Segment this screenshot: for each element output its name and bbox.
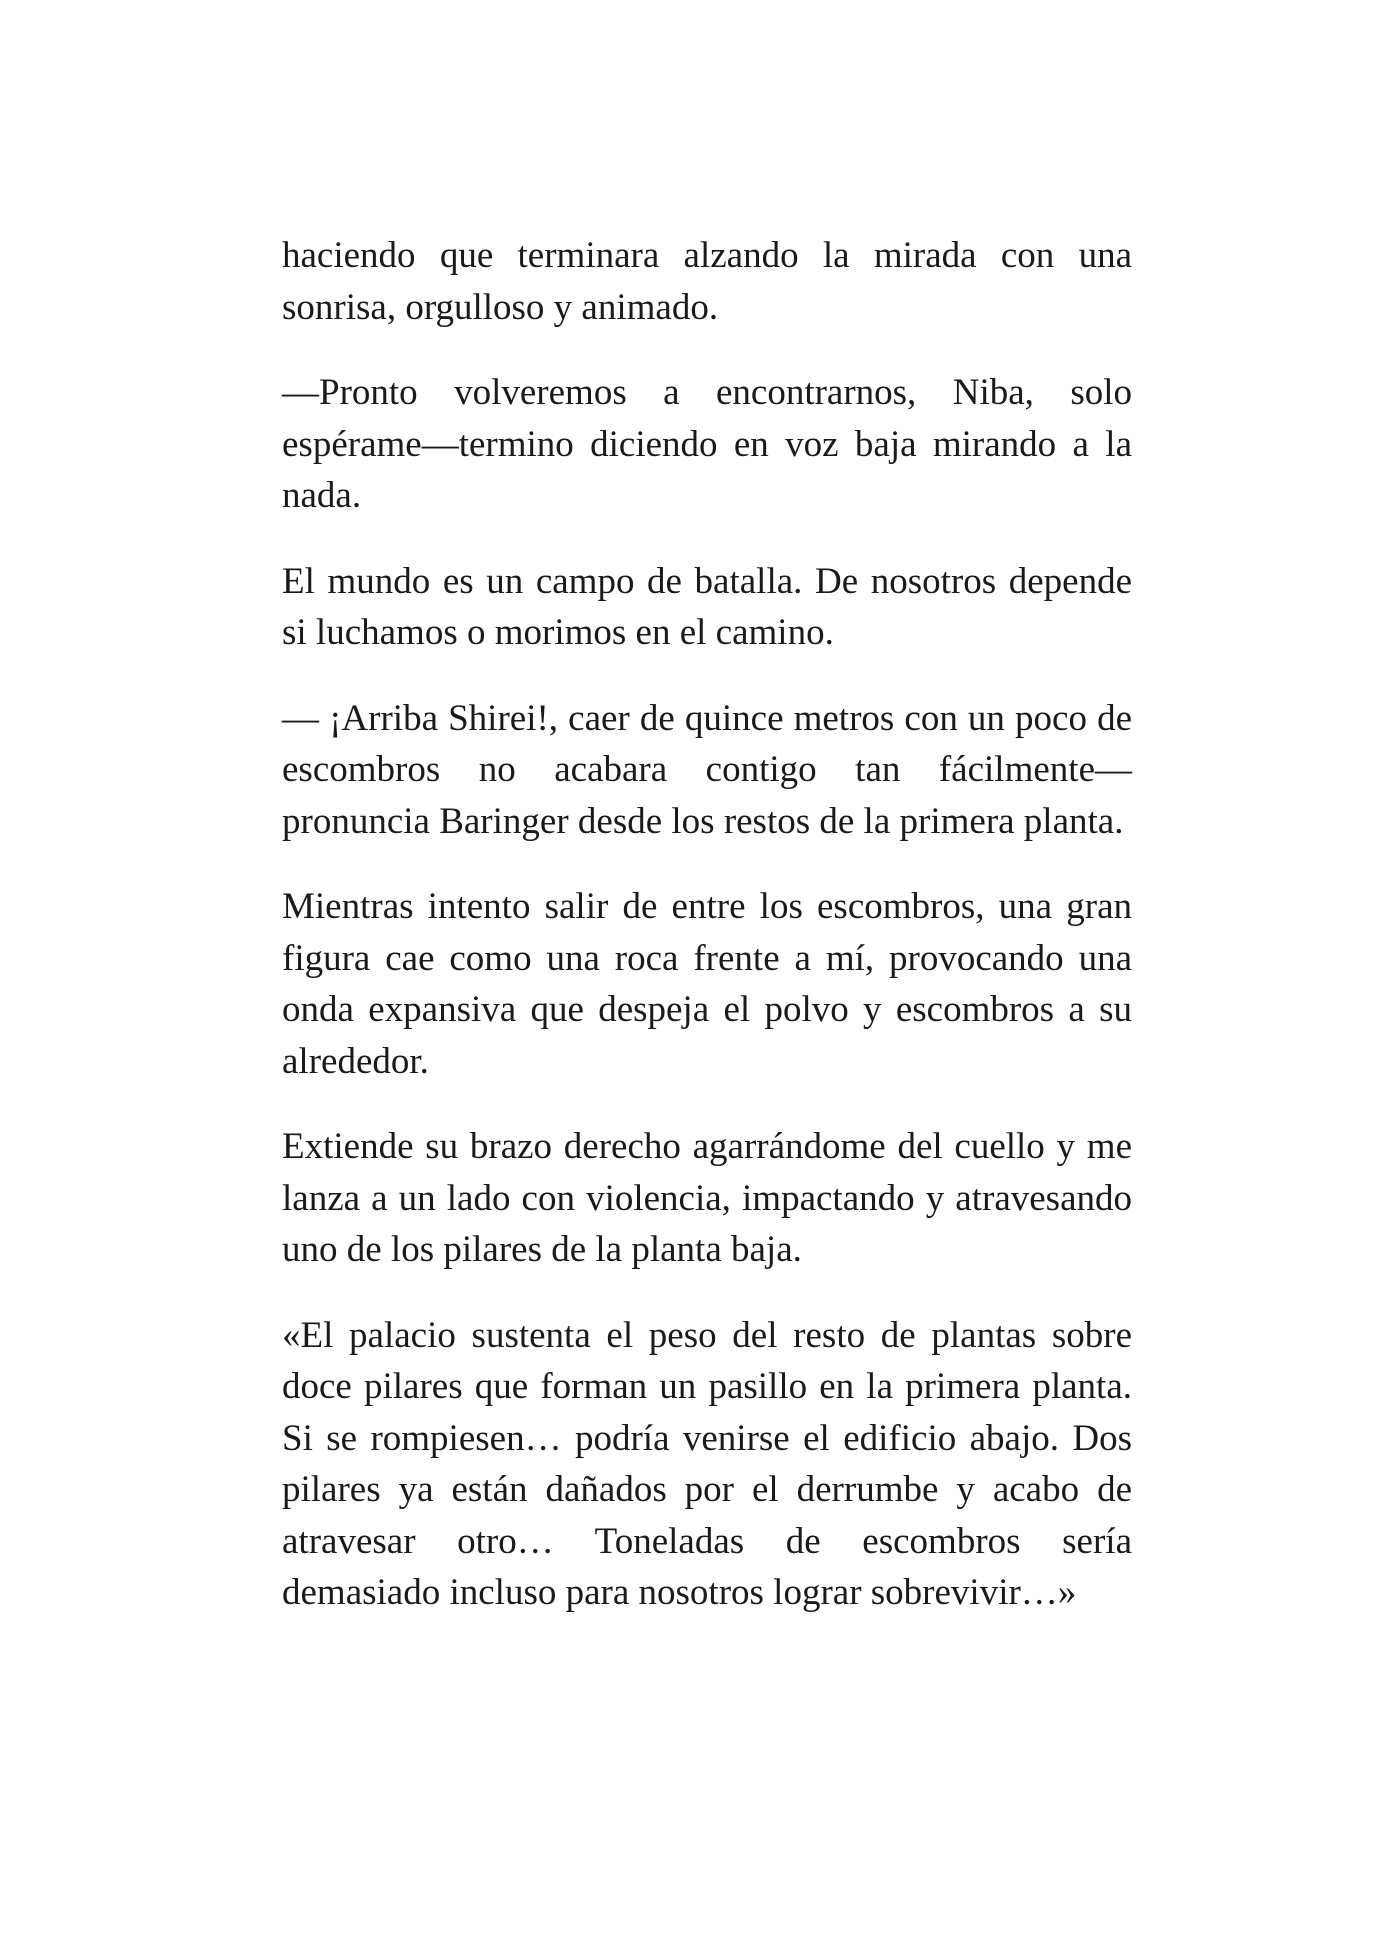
paragraph-5: Mientras intento salir de entre los escombros, una gran figura cae como una roca frente a mí, provocando una onda expansiva que despeja el polvo y escombros a su alrededor. bbox=[282, 886, 1132, 1082]
paragraph-4: — ¡Arriba Shirei!, caer de quince metros con un poco de escombros no acabara contigo tan fácilmente—pronuncia Baringer desde los restos de la primera planta. bbox=[282, 697, 1132, 842]
paragraph-3: El mundo es un campo de batalla. De nosotros depende si luchamos o morimos en el camino. bbox=[282, 560, 1132, 653]
paragraph-7: «El palacio sustenta el peso del resto de plantas sobre doce pilares que forman un pasillo en la primera planta. Si se rompiesen… podría venirse el edificio abajo. Dos pilares ya están dañados por el derrumbe y acabo de atravesar otro… Toneladas de escombros sería demasiado incluso para nosotros lograr sobrevivir…» bbox=[282, 1314, 1132, 1613]
paragraph-1: haciendo que terminara alzando la mirada con una sonrisa, orgulloso y animado. bbox=[282, 235, 1132, 328]
paragraph-2: —Pronto volveremos a encontrarnos, Niba, solo espérame—termino diciendo en voz baja mirando a la nada. bbox=[282, 372, 1132, 516]
paragraph-6: Extiende su brazo derecho agarrándome del cuello y me lanza a un lado con violencia, impactando y atravesando uno de los pilares de la planta baja. bbox=[282, 1126, 1132, 1270]
page-body bbox=[282, 230, 1132, 1619]
